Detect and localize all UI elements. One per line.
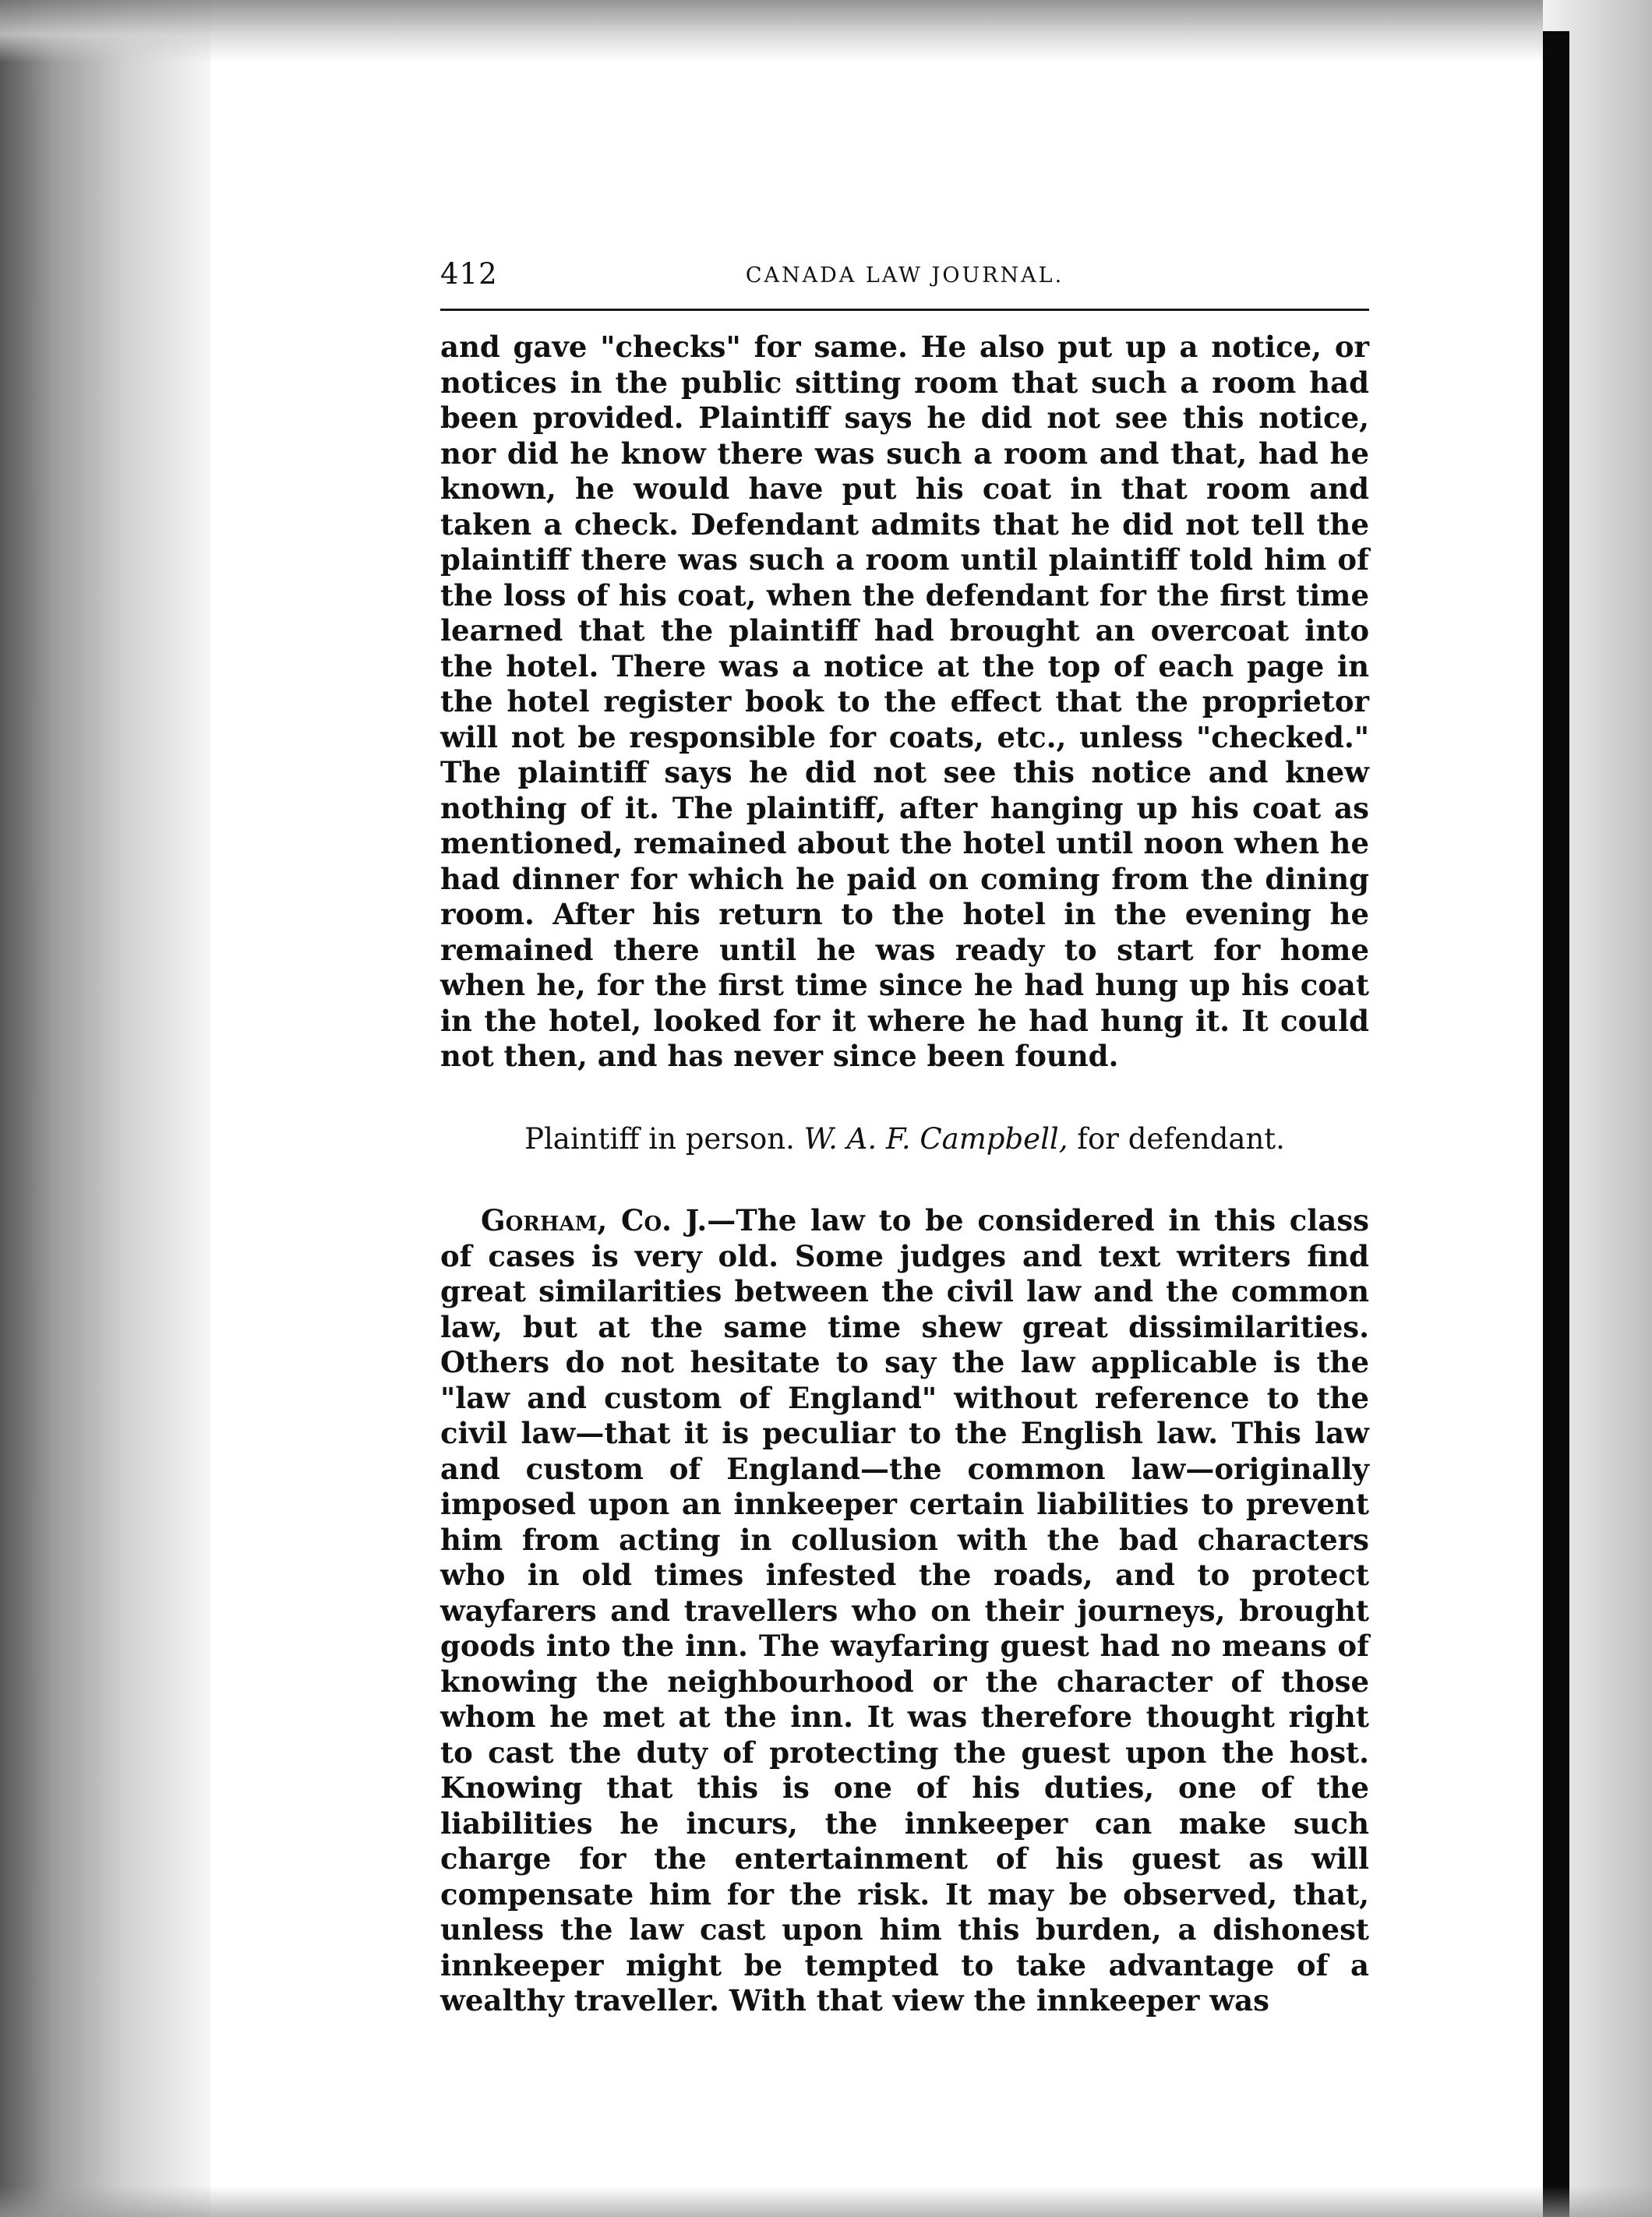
counsel-plaintiff: Plaintiff in person. bbox=[524, 1121, 795, 1156]
header-rule bbox=[440, 309, 1369, 311]
judgment-text: —The law to be considered in this class of cases is very old. Some judges and text writers find great similarities between the civil law and the common law, but at the same time shew great dissimilarities. Others do not hesitate to say the law applicable is the "law and custom of England" without reference to the civil law—that it is peculiar to the English law. This law and custom of England—the common law—originally imposed upon an innkeeper certain liabilities to prevent him from acting in collusion with the bad characters who in old times infested the roads, and to protect wayfarers and travellers who on their journeys, brought goods into the inn. The wayfaring guest had no means of knowing the neighbourhood or the character of those whom he met at the inn. It was therefore thought right to cast the duty of protecting the guest upon the host. Knowing that this is one of his duties, one of the liabilities he incurs, the innkeeper can make such charge for the entertainment of his guest as will compensate him for the risk. It may be observed, that, unless the law cast upon him this burden, a dishonest innkeeper might be tempted to take advantage of a wealthy traveller. With that view the innkeeper was bbox=[440, 1203, 1370, 2018]
journal-title: CANADA LAW JOURNAL. bbox=[745, 263, 1064, 288]
counsel-defendant-name: W. A. F. Campbell, bbox=[803, 1121, 1068, 1156]
page-number: 412 bbox=[440, 257, 498, 291]
scan-shadow-left bbox=[0, 0, 210, 2217]
journal-page bbox=[440, 257, 1369, 2019]
facts-paragraph: and gave "checks" for same. He also put up a notice, or notices in the public sitting room that such a room had been provided. Plaintiff says he did not see this notice, nor did he know there was such a room and that, had he known, he would have put his coat in that room and taken a check. Defendant admits that he did not tell the plaintiff there was such a room until plaintiff told him of the loss of his coat, when the defendant for the first time learned that the plaintiff had brought an overcoat into the hotel. There was a notice at the top of each page in the hotel register book to the effect that the proprietor will not be responsible for coats, etc., unless "checked." The plaintiff says he did not see this notice and knew nothing of it. The plaintiff, after hanging up his coat as mentioned, remained about the hotel until noon when he had dinner for which he paid on coming from the dining room. After his return to the hotel in the evening he remained there until he was ready to start for home when he, for the first time since he had hung up his coat in the hotel, looked for it where he had hung it. It could not then, and has never since been found. bbox=[440, 330, 1369, 1073]
running-head bbox=[440, 257, 1369, 304]
scan-shadow-top bbox=[0, 0, 1652, 62]
scan-shadow-bottom bbox=[0, 2186, 1652, 2217]
counsel-line bbox=[440, 1121, 1369, 1157]
counsel-defendant-suffix: for defendant. bbox=[1077, 1121, 1285, 1156]
scan-page-edge bbox=[1543, 31, 1569, 2217]
judge-name: Gorham, Co. J. bbox=[481, 1203, 708, 1237]
judgment-paragraph bbox=[440, 1203, 1369, 2019]
